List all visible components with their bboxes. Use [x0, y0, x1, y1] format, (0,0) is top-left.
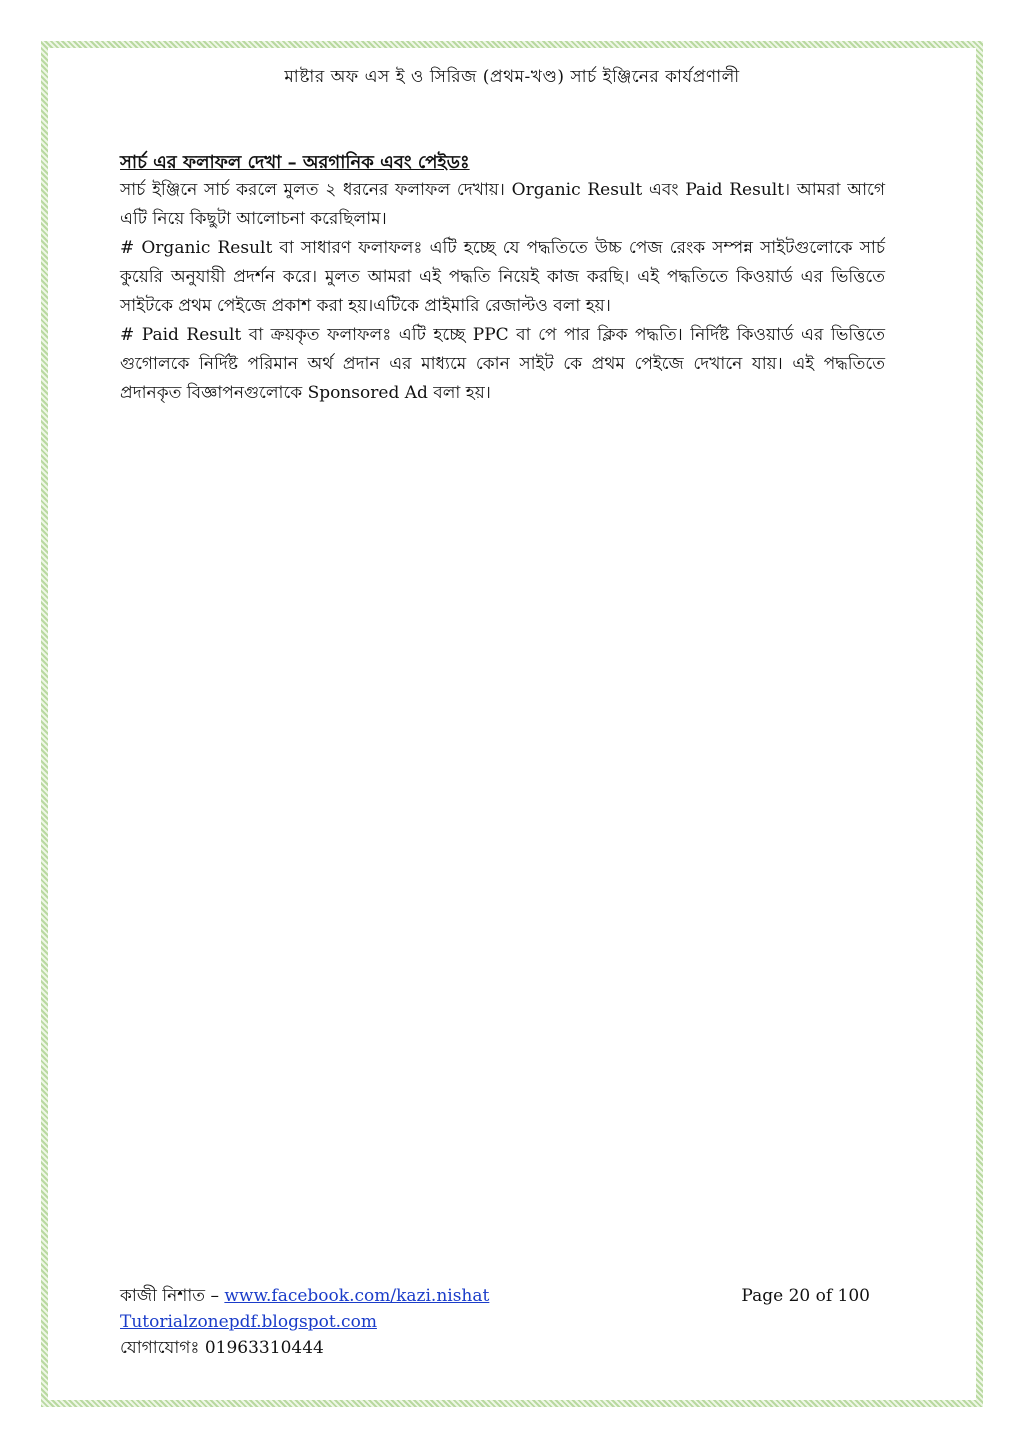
section-heading: সার্চ এর ফলাফল দেখা – অরগানিক এবং পেইডঃ — [120, 152, 470, 173]
facebook-link[interactable]: www.facebook.com/kazi.nishat — [224, 1286, 490, 1306]
page-footer — [120, 1283, 870, 1361]
page-number: Page 20 of 100 — [741, 1286, 870, 1306]
paragraph-organic-result: # Organic Result বা সাধারণ ফলাফলঃ এটি হচ্ছে যে পদ্ধতিতে উচ্চ পেজ রেংক সম্পন্ন সাইটগুলোকে সার্চ কুয়েরি অনুযায়ী প্রদর্শন করে। মুলত আমরা এই পদ্ধতি নিয়েই কাজ করছি। এই পদ্ধতিতে কিওয়ার্ড এর ভিত্তিতে সাইটকে প্রথম পেইজে প্রকাশ করা হয়।এটিকে প্রাইমারি রেজাল্টও বলা হয়। — [120, 238, 885, 316]
footer-blog-line — [120, 1309, 870, 1335]
main-content — [120, 150, 885, 408]
footer-author — [120, 1283, 489, 1309]
footer-author-line — [120, 1283, 870, 1309]
paragraph-paid-result: # Paid Result বা ক্রয়কৃত ফলাফলঃ এটি হচ্ছে PPC বা পে পার ক্লিক পদ্ধতি। নির্দিষ্ট কিওয়ার্ড এর ভিত্তিতে গুগোলকে নির্দিষ্ট পরিমান অর্থ প্রদান এর মাধ্যমে কোন সাইট কে প্রথম পেইজে দেখানে যায়। এই পদ্ধতিতে প্রদানকৃত বিজ্ঞাপনগুলোকে Sponsored Ad বলা হয়। — [120, 325, 885, 403]
blog-link[interactable]: Tutorialzonepdf.blogspot.com — [120, 1312, 377, 1332]
paragraph-intro: সার্চ ইঞ্জিনে সার্চ করলে মুলত ২ ধরনের ফলাফল দেখায়। Organic Result এবং Paid Result। আমরা আগে এটি নিয়ে কিছুটা আলোচনা করেছিলাম। — [120, 180, 885, 229]
running-header: মাষ্টার অফ এস ই ও সিরিজ (প্রথম-খণ্ড) সার্চ ইঞ্জিনের কার্যপ্রণালী — [284, 67, 740, 87]
footer-contact: যোগাযোগঃ 01963310444 — [120, 1338, 324, 1358]
author-name: কাজী নিশাত – — [120, 1286, 219, 1306]
